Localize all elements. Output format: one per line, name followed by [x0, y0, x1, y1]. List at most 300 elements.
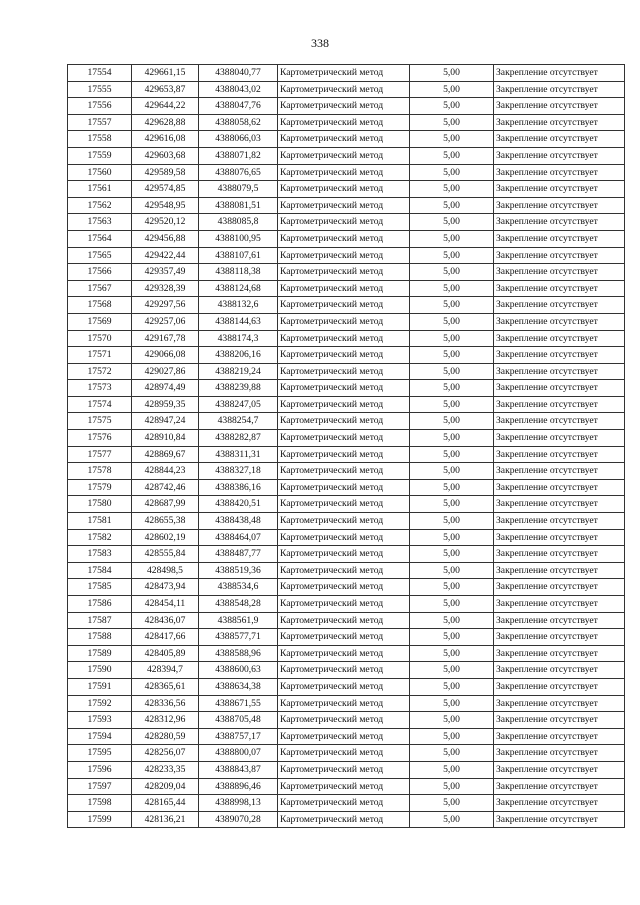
point-number-cell: 17597: [68, 778, 132, 795]
method-cell: Картометрический метод: [278, 496, 410, 513]
x-coordinate-cell: 428869,67: [132, 446, 199, 463]
point-number-cell: 17583: [68, 546, 132, 563]
table-row: [68, 529, 625, 546]
error-cell: 5,00: [410, 181, 494, 198]
method-cell: Картометрический метод: [278, 562, 410, 579]
error-cell: 5,00: [410, 131, 494, 148]
error-cell: 5,00: [410, 197, 494, 214]
method-cell: Картометрический метод: [278, 98, 410, 115]
table-row: [68, 712, 625, 729]
y-coordinate-cell: 4388998,13: [199, 795, 278, 812]
error-cell: 5,00: [410, 363, 494, 380]
y-coordinate-cell: 4388671,55: [199, 695, 278, 712]
x-coordinate-cell: 428655,38: [132, 513, 199, 530]
y-coordinate-cell: 4388386,16: [199, 479, 278, 496]
error-cell: 5,00: [410, 463, 494, 480]
table-row: [68, 662, 625, 679]
x-coordinate-cell: 429548,95: [132, 197, 199, 214]
point-number-cell: 17557: [68, 114, 132, 131]
error-cell: 5,00: [410, 529, 494, 546]
table-row: [68, 147, 625, 164]
fixation-cell: Закрепление отсутствует: [494, 363, 625, 380]
method-cell: Картометрический метод: [278, 695, 410, 712]
coordinates-table-body: [68, 65, 625, 828]
x-coordinate-cell: 429027,86: [132, 363, 199, 380]
error-cell: 5,00: [410, 662, 494, 679]
fixation-cell: Закрепление отсутствует: [494, 728, 625, 745]
error-cell: 5,00: [410, 81, 494, 98]
fixation-cell: Закрепление отсутствует: [494, 579, 625, 596]
table-row: [68, 811, 625, 828]
table-row: [68, 678, 625, 695]
x-coordinate-cell: 428209,04: [132, 778, 199, 795]
table-row: [68, 65, 625, 82]
error-cell: 5,00: [410, 712, 494, 729]
error-cell: 5,00: [410, 98, 494, 115]
table-row: [68, 596, 625, 613]
error-cell: 5,00: [410, 596, 494, 613]
method-cell: Картометрический метод: [278, 728, 410, 745]
fixation-cell: Закрепление отсутствует: [494, 214, 625, 231]
x-coordinate-cell: 428256,07: [132, 745, 199, 762]
table-row: [68, 280, 625, 297]
method-cell: Картометрический метод: [278, 811, 410, 828]
error-cell: 5,00: [410, 811, 494, 828]
fixation-cell: Закрепление отсутствует: [494, 778, 625, 795]
error-cell: 5,00: [410, 147, 494, 164]
coordinates-table: [67, 64, 625, 828]
error-cell: 5,00: [410, 430, 494, 447]
error-cell: 5,00: [410, 396, 494, 413]
y-coordinate-cell: 4388487,77: [199, 546, 278, 563]
x-coordinate-cell: 429520,12: [132, 214, 199, 231]
fixation-cell: Закрепление отсутствует: [494, 98, 625, 115]
point-number-cell: 17569: [68, 313, 132, 330]
y-coordinate-cell: 4388079,5: [199, 181, 278, 198]
method-cell: Картометрический метод: [278, 513, 410, 530]
y-coordinate-cell: 4388219,24: [199, 363, 278, 380]
error-cell: 5,00: [410, 313, 494, 330]
table-row: [68, 413, 625, 430]
method-cell: Картометрический метод: [278, 197, 410, 214]
point-number-cell: 17564: [68, 230, 132, 247]
method-cell: Картометрический метод: [278, 778, 410, 795]
method-cell: Картометрический метод: [278, 678, 410, 695]
fixation-cell: Закрепление отсутствует: [494, 347, 625, 364]
point-number-cell: 17572: [68, 363, 132, 380]
error-cell: 5,00: [410, 678, 494, 695]
point-number-cell: 17599: [68, 811, 132, 828]
point-number-cell: 17559: [68, 147, 132, 164]
x-coordinate-cell: 429456,88: [132, 230, 199, 247]
method-cell: Картометрический метод: [278, 712, 410, 729]
error-cell: 5,00: [410, 645, 494, 662]
point-number-cell: 17556: [68, 98, 132, 115]
y-coordinate-cell: 4388085,8: [199, 214, 278, 231]
table-row: [68, 197, 625, 214]
method-cell: Картометрический метод: [278, 396, 410, 413]
y-coordinate-cell: 4388548,28: [199, 596, 278, 613]
method-cell: Картометрический метод: [278, 147, 410, 164]
error-cell: 5,00: [410, 446, 494, 463]
table-row: [68, 98, 625, 115]
table-row: [68, 131, 625, 148]
x-coordinate-cell: 429257,06: [132, 313, 199, 330]
method-cell: Картометрический метод: [278, 65, 410, 82]
method-cell: Картометрический метод: [278, 164, 410, 181]
error-cell: 5,00: [410, 65, 494, 82]
point-number-cell: 17573: [68, 380, 132, 397]
table-row: [68, 347, 625, 364]
point-number-cell: 17561: [68, 181, 132, 198]
x-coordinate-cell: 428555,84: [132, 546, 199, 563]
table-row: [68, 546, 625, 563]
fixation-cell: Закрепление отсутствует: [494, 330, 625, 347]
y-coordinate-cell: 4388107,61: [199, 247, 278, 264]
x-coordinate-cell: 428947,24: [132, 413, 199, 430]
fixation-cell: Закрепление отсутствует: [494, 230, 625, 247]
point-number-cell: 17593: [68, 712, 132, 729]
point-number-cell: 17560: [68, 164, 132, 181]
x-coordinate-cell: 428405,89: [132, 645, 199, 662]
table-row: [68, 479, 625, 496]
y-coordinate-cell: 4388896,46: [199, 778, 278, 795]
x-coordinate-cell: 429628,88: [132, 114, 199, 131]
fixation-cell: Закрепление отсутствует: [494, 446, 625, 463]
method-cell: Картометрический метод: [278, 297, 410, 314]
point-number-cell: 17562: [68, 197, 132, 214]
fixation-cell: Закрепление отсутствует: [494, 645, 625, 662]
error-cell: 5,00: [410, 728, 494, 745]
fixation-cell: Закрепление отсутствует: [494, 65, 625, 82]
error-cell: 5,00: [410, 513, 494, 530]
method-cell: Картометрический метод: [278, 313, 410, 330]
point-number-cell: 17591: [68, 678, 132, 695]
y-coordinate-cell: 4388600,63: [199, 662, 278, 679]
table-row: [68, 214, 625, 231]
point-number-cell: 17595: [68, 745, 132, 762]
point-number-cell: 17554: [68, 65, 132, 82]
x-coordinate-cell: 429603,68: [132, 147, 199, 164]
x-coordinate-cell: 429328,39: [132, 280, 199, 297]
x-coordinate-cell: 428974,49: [132, 380, 199, 397]
y-coordinate-cell: 4388705,48: [199, 712, 278, 729]
table-row: [68, 612, 625, 629]
x-coordinate-cell: 428417,66: [132, 629, 199, 646]
point-number-cell: 17594: [68, 728, 132, 745]
y-coordinate-cell: 4388040,77: [199, 65, 278, 82]
table-row: [68, 728, 625, 745]
table-row: [68, 745, 625, 762]
error-cell: 5,00: [410, 330, 494, 347]
table-row: [68, 513, 625, 530]
error-cell: 5,00: [410, 745, 494, 762]
fixation-cell: Закрепление отсутствует: [494, 147, 625, 164]
x-coordinate-cell: 428280,59: [132, 728, 199, 745]
y-coordinate-cell: 4388247,05: [199, 396, 278, 413]
method-cell: Картометрический метод: [278, 745, 410, 762]
method-cell: Картометрический метод: [278, 181, 410, 198]
y-coordinate-cell: 4388100,95: [199, 230, 278, 247]
fixation-cell: Закрепление отсутствует: [494, 761, 625, 778]
method-cell: Картометрический метод: [278, 629, 410, 646]
table-row: [68, 761, 625, 778]
method-cell: Картометрический метод: [278, 795, 410, 812]
x-coordinate-cell: 429574,85: [132, 181, 199, 198]
method-cell: Картометрический метод: [278, 612, 410, 629]
fixation-cell: Закрепление отсутствует: [494, 247, 625, 264]
point-number-cell: 17563: [68, 214, 132, 231]
x-coordinate-cell: 428742,46: [132, 479, 199, 496]
x-coordinate-cell: 428336,56: [132, 695, 199, 712]
table-row: [68, 264, 625, 281]
x-coordinate-cell: 428312,96: [132, 712, 199, 729]
y-coordinate-cell: 4388561,9: [199, 612, 278, 629]
table-row: [68, 645, 625, 662]
fixation-cell: Закрепление отсутствует: [494, 678, 625, 695]
point-number-cell: 17598: [68, 795, 132, 812]
x-coordinate-cell: 429297,56: [132, 297, 199, 314]
fixation-cell: Закрепление отсутствует: [494, 562, 625, 579]
y-coordinate-cell: 4388144,63: [199, 313, 278, 330]
method-cell: Картометрический метод: [278, 596, 410, 613]
fixation-cell: Закрепление отсутствует: [494, 380, 625, 397]
fixation-cell: Закрепление отсутствует: [494, 596, 625, 613]
point-number-cell: 17579: [68, 479, 132, 496]
fixation-cell: Закрепление отсутствует: [494, 695, 625, 712]
y-coordinate-cell: 4388282,87: [199, 430, 278, 447]
table-row: [68, 795, 625, 812]
fixation-cell: Закрепление отсутствует: [494, 114, 625, 131]
error-cell: 5,00: [410, 380, 494, 397]
fixation-cell: Закрепление отсутствует: [494, 264, 625, 281]
method-cell: Картометрический метод: [278, 214, 410, 231]
table-row: [68, 496, 625, 513]
y-coordinate-cell: 4388757,17: [199, 728, 278, 745]
fixation-cell: Закрепление отсутствует: [494, 629, 625, 646]
error-cell: 5,00: [410, 114, 494, 131]
table-row: [68, 230, 625, 247]
table-row: [68, 114, 625, 131]
table-row: [68, 363, 625, 380]
point-number-cell: 17580: [68, 496, 132, 513]
y-coordinate-cell: 4388534,6: [199, 579, 278, 596]
error-cell: 5,00: [410, 795, 494, 812]
method-cell: Картометрический метод: [278, 230, 410, 247]
method-cell: Картометрический метод: [278, 330, 410, 347]
x-coordinate-cell: 428473,94: [132, 579, 199, 596]
fixation-cell: Закрепление отсутствует: [494, 529, 625, 546]
y-coordinate-cell: 4388254,7: [199, 413, 278, 430]
point-number-cell: 17581: [68, 513, 132, 530]
x-coordinate-cell: 429066,08: [132, 347, 199, 364]
point-number-cell: 17585: [68, 579, 132, 596]
method-cell: Картометрический метод: [278, 380, 410, 397]
method-cell: Картометрический метод: [278, 761, 410, 778]
y-coordinate-cell: 4388124,68: [199, 280, 278, 297]
y-coordinate-cell: 4388800,07: [199, 745, 278, 762]
table-row: [68, 629, 625, 646]
point-number-cell: 17592: [68, 695, 132, 712]
y-coordinate-cell: 4388047,76: [199, 98, 278, 115]
method-cell: Картометрический метод: [278, 114, 410, 131]
point-number-cell: 17558: [68, 131, 132, 148]
x-coordinate-cell: 429644,22: [132, 98, 199, 115]
fixation-cell: Закрепление отсутствует: [494, 181, 625, 198]
x-coordinate-cell: 429422,44: [132, 247, 199, 264]
y-coordinate-cell: 4389070,28: [199, 811, 278, 828]
y-coordinate-cell: 4388081,51: [199, 197, 278, 214]
x-coordinate-cell: 428233,35: [132, 761, 199, 778]
x-coordinate-cell: 428436,07: [132, 612, 199, 629]
method-cell: Картометрический метод: [278, 446, 410, 463]
y-coordinate-cell: 4388058,62: [199, 114, 278, 131]
error-cell: 5,00: [410, 546, 494, 563]
point-number-cell: 17590: [68, 662, 132, 679]
y-coordinate-cell: 4388327,18: [199, 463, 278, 480]
x-coordinate-cell: 429653,87: [132, 81, 199, 98]
fixation-cell: Закрепление отсутствует: [494, 662, 625, 679]
error-cell: 5,00: [410, 297, 494, 314]
point-number-cell: 17574: [68, 396, 132, 413]
point-number-cell: 17596: [68, 761, 132, 778]
method-cell: Картометрический метод: [278, 430, 410, 447]
method-cell: Картометрический метод: [278, 579, 410, 596]
fixation-cell: Закрепление отсутствует: [494, 811, 625, 828]
error-cell: 5,00: [410, 612, 494, 629]
fixation-cell: Закрепление отсутствует: [494, 396, 625, 413]
error-cell: 5,00: [410, 629, 494, 646]
fixation-cell: Закрепление отсутствует: [494, 479, 625, 496]
point-number-cell: 17578: [68, 463, 132, 480]
fixation-cell: Закрепление отсутствует: [494, 745, 625, 762]
point-number-cell: 17587: [68, 612, 132, 629]
point-number-cell: 17565: [68, 247, 132, 264]
x-coordinate-cell: 428602,19: [132, 529, 199, 546]
y-coordinate-cell: 4388239,88: [199, 380, 278, 397]
y-coordinate-cell: 4388206,16: [199, 347, 278, 364]
y-coordinate-cell: 4388311,31: [199, 446, 278, 463]
method-cell: Картометрический метод: [278, 363, 410, 380]
point-number-cell: 17555: [68, 81, 132, 98]
y-coordinate-cell: 4388519,36: [199, 562, 278, 579]
table-row: [68, 181, 625, 198]
method-cell: Картометрический метод: [278, 463, 410, 480]
table-row: [68, 579, 625, 596]
table-row: [68, 396, 625, 413]
y-coordinate-cell: 4388076,65: [199, 164, 278, 181]
method-cell: Картометрический метод: [278, 280, 410, 297]
x-coordinate-cell: 428687,99: [132, 496, 199, 513]
error-cell: 5,00: [410, 230, 494, 247]
fixation-cell: Закрепление отсутствует: [494, 81, 625, 98]
point-number-cell: 17576: [68, 430, 132, 447]
y-coordinate-cell: 4388577,71: [199, 629, 278, 646]
fixation-cell: Закрепление отсутствует: [494, 413, 625, 430]
table-row: [68, 446, 625, 463]
x-coordinate-cell: 428959,35: [132, 396, 199, 413]
x-coordinate-cell: 429589,58: [132, 164, 199, 181]
x-coordinate-cell: 429167,78: [132, 330, 199, 347]
method-cell: Картометрический метод: [278, 662, 410, 679]
method-cell: Картометрический метод: [278, 479, 410, 496]
fixation-cell: Закрепление отсутствует: [494, 313, 625, 330]
x-coordinate-cell: 428365,61: [132, 678, 199, 695]
y-coordinate-cell: 4388043,02: [199, 81, 278, 98]
fixation-cell: Закрепление отсутствует: [494, 712, 625, 729]
error-cell: 5,00: [410, 247, 494, 264]
table-row: [68, 313, 625, 330]
table-row: [68, 81, 625, 98]
y-coordinate-cell: 4388843,87: [199, 761, 278, 778]
point-number-cell: 17575: [68, 413, 132, 430]
page-number: 338: [311, 36, 329, 50]
y-coordinate-cell: 4388174,3: [199, 330, 278, 347]
x-coordinate-cell: 428910,84: [132, 430, 199, 447]
y-coordinate-cell: 4388118,38: [199, 264, 278, 281]
fixation-cell: Закрепление отсутствует: [494, 513, 625, 530]
y-coordinate-cell: 4388588,96: [199, 645, 278, 662]
x-coordinate-cell: 428498,5: [132, 562, 199, 579]
x-coordinate-cell: 428454,11: [132, 596, 199, 613]
fixation-cell: Закрепление отсутствует: [494, 131, 625, 148]
fixation-cell: Закрепление отсутствует: [494, 280, 625, 297]
method-cell: Картометрический метод: [278, 529, 410, 546]
method-cell: Картометрический метод: [278, 264, 410, 281]
fixation-cell: Закрепление отсутствует: [494, 430, 625, 447]
fixation-cell: Закрепление отсутствует: [494, 197, 625, 214]
fixation-cell: Закрепление отсутствует: [494, 463, 625, 480]
x-coordinate-cell: 428165,44: [132, 795, 199, 812]
method-cell: Картометрический метод: [278, 645, 410, 662]
table-row: [68, 164, 625, 181]
error-cell: 5,00: [410, 761, 494, 778]
table-row: [68, 380, 625, 397]
error-cell: 5,00: [410, 562, 494, 579]
table-row: [68, 778, 625, 795]
y-coordinate-cell: 4388438,48: [199, 513, 278, 530]
point-number-cell: 17582: [68, 529, 132, 546]
point-number-cell: 17570: [68, 330, 132, 347]
point-number-cell: 17567: [68, 280, 132, 297]
fixation-cell: Закрепление отсутствует: [494, 164, 625, 181]
point-number-cell: 17586: [68, 596, 132, 613]
error-cell: 5,00: [410, 214, 494, 231]
table-row: [68, 330, 625, 347]
error-cell: 5,00: [410, 479, 494, 496]
table-row: [68, 463, 625, 480]
error-cell: 5,00: [410, 413, 494, 430]
error-cell: 5,00: [410, 778, 494, 795]
y-coordinate-cell: 4388420,51: [199, 496, 278, 513]
table-row: [68, 247, 625, 264]
x-coordinate-cell: 428136,21: [132, 811, 199, 828]
x-coordinate-cell: 428394,7: [132, 662, 199, 679]
x-coordinate-cell: 428844,23: [132, 463, 199, 480]
table-row: [68, 695, 625, 712]
point-number-cell: 17577: [68, 446, 132, 463]
x-coordinate-cell: 429616,08: [132, 131, 199, 148]
fixation-cell: Закрепление отсутствует: [494, 496, 625, 513]
error-cell: 5,00: [410, 695, 494, 712]
method-cell: Картометрический метод: [278, 546, 410, 563]
y-coordinate-cell: 4388066,03: [199, 131, 278, 148]
fixation-cell: Закрепление отсутствует: [494, 546, 625, 563]
method-cell: Картометрический метод: [278, 247, 410, 264]
point-number-cell: 17568: [68, 297, 132, 314]
point-number-cell: 17589: [68, 645, 132, 662]
fixation-cell: Закрепление отсутствует: [494, 297, 625, 314]
